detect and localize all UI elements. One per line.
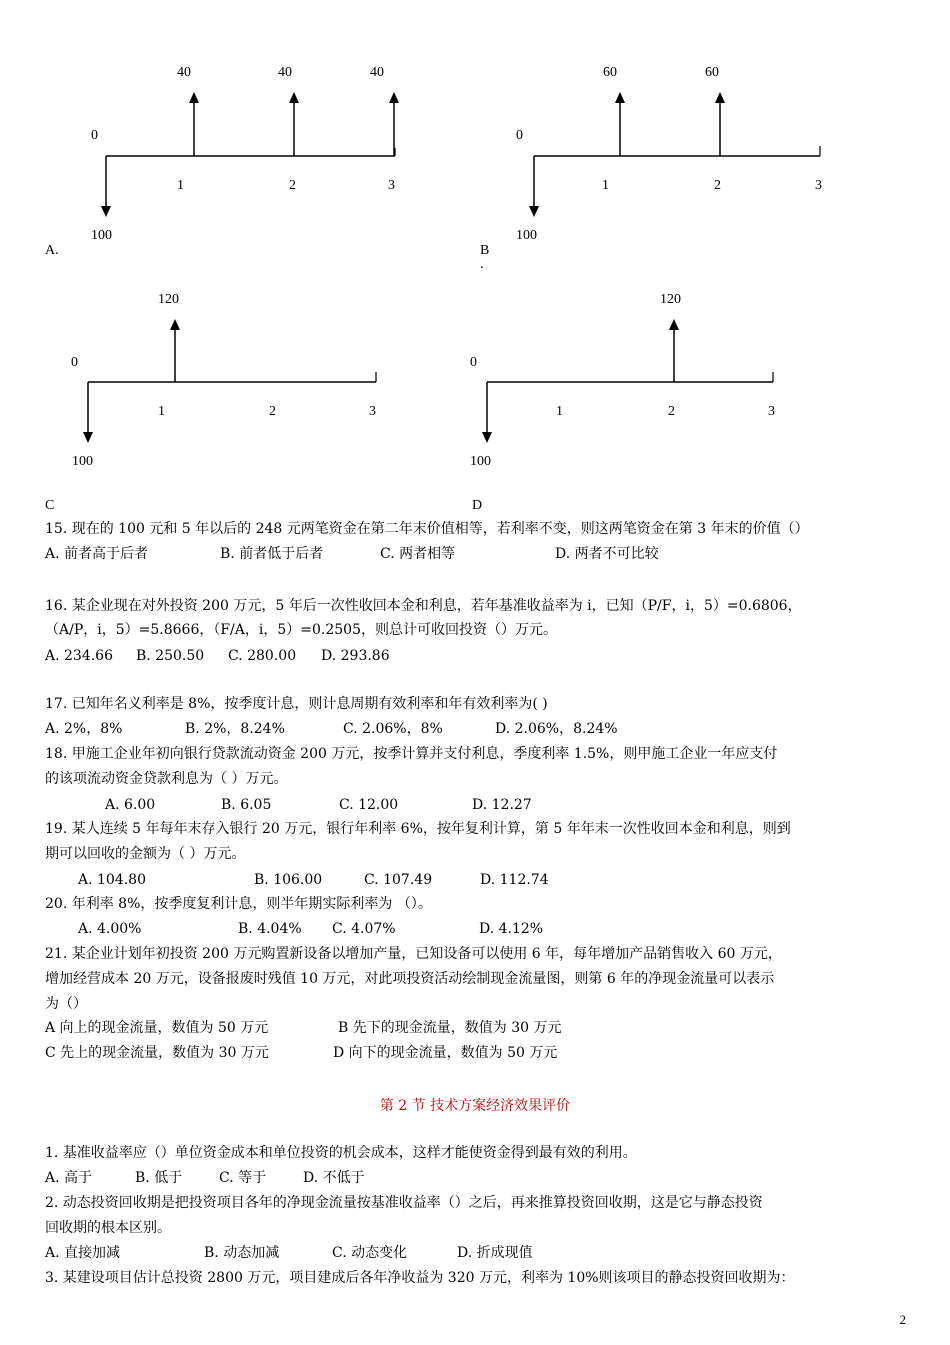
s2-q1-options <box>45 1170 365 1187</box>
s2-q3-stem: 3. 某建设项目估计总投资 2800 万元，项目建成后各年净收益为 320 万元，利率为 10%则该项目的静态投资回收期为： <box>45 1270 795 1286</box>
q20-option-c: C. 4.07% <box>332 921 396 937</box>
q20-option-a: A. 4.00% <box>78 921 142 937</box>
q18-stem-line2: 的该项流动资金贷款利息为（ ）万元。 <box>45 771 288 787</box>
s2-q1-option-d: D. 不低于 <box>303 1170 365 1186</box>
outflow-value: 100 <box>72 454 93 469</box>
section-title: 第 2 节 技术方案经济效果评价 <box>379 1098 571 1114</box>
inflow-value-1: 60 <box>603 65 617 80</box>
s2-q2-option-a: A. 直接加减 <box>45 1245 121 1261</box>
s2-q2-option-c: C. 动态变化 <box>332 1245 408 1261</box>
q21-option-b: B 先下的现金流量，数值为 30 万元 <box>338 1020 562 1036</box>
tick-label-1: 1 <box>602 178 609 193</box>
tick-label-2: 2 <box>714 178 721 193</box>
q17-stem: 17. 已知年名义利率是 8%，按季度计息，则计息周期有效利率和年有效利率为( ) <box>45 696 548 712</box>
inflow-value-1: 120 <box>158 292 179 307</box>
tick-label-1: 1 <box>158 404 165 419</box>
q17-option-d: D. 2.06%，8.24% <box>495 721 618 737</box>
q19-stem-line2: 期可以回收的金额为（ ）万元。 <box>45 846 246 862</box>
tick-label-3: 3 <box>369 404 376 419</box>
q18-option-d: D. 12.27 <box>472 797 532 813</box>
q19-option-c: C. 107.49 <box>364 872 433 888</box>
tick-label-2: 2 <box>269 404 276 419</box>
q21-options-row1 <box>45 1020 561 1037</box>
q19-option-d: D. 112.74 <box>480 872 549 888</box>
s2-q2-options <box>45 1245 533 1262</box>
inflow-value-3: 40 <box>370 65 384 80</box>
outflow-value: 100 <box>470 454 491 469</box>
q21-option-d: D 向下的现金流量，数值为 50 万元 <box>333 1045 558 1061</box>
zero-label: 0 <box>91 128 98 143</box>
outflow-arrowhead-0 <box>482 432 492 443</box>
q19-option-b: B. 106.00 <box>254 872 323 888</box>
q15-option-b: B. 前者低于后者 <box>220 546 324 562</box>
tick-label-2: 2 <box>668 404 675 419</box>
q16-options <box>45 648 390 665</box>
q16-option-a: A. 234.66 <box>45 648 113 664</box>
inflow-value-2: 120 <box>660 292 681 307</box>
q16-stem-line2: （A/P，i，5）=5.8666，（F/A，i，5）=0.2505，则总计可收回投资（）万元。 <box>45 622 557 638</box>
q18-option-a: A. 6.00 <box>105 797 156 813</box>
s2-q2-option-b: B. 动态加减 <box>204 1245 280 1261</box>
q17-option-c: C. 2.06%，8% <box>343 721 443 737</box>
diagram-caption: A. <box>45 243 59 258</box>
tick-label-3: 3 <box>815 178 822 193</box>
page-number: 2 <box>899 1312 906 1327</box>
tick-label-3: 3 <box>388 178 395 193</box>
diagram-caption: B . <box>480 243 490 272</box>
q16-option-d: D. 293.86 <box>321 648 390 664</box>
s2-q1-option-c: C. 等于 <box>219 1170 267 1186</box>
q19-option-a: A. 104.80 <box>78 872 146 888</box>
s2-q2-option-d: D. 折成现值 <box>457 1245 533 1261</box>
q15-options <box>45 546 659 563</box>
inflow-value-2: 40 <box>278 65 292 80</box>
tick-label-1: 1 <box>177 178 184 193</box>
q15-option-a: A. 前者高于后者 <box>45 546 149 562</box>
q16-option-c: C. 280.00 <box>228 648 297 664</box>
q19-stem-line1: 19. 某人连续 5 年每年末存入银行 20 万元，银行年利率 6%，按年复利计算，第 5 年年末一次性收回本金和利息，则到 <box>45 821 791 837</box>
q21-options-row2 <box>45 1045 557 1062</box>
s2-q1-option-b: B. 低于 <box>135 1170 183 1186</box>
q17-option-a: A. 2%，8% <box>45 721 123 737</box>
inflow-value-1: 40 <box>177 65 191 80</box>
q16-option-b: B. 250.50 <box>136 648 205 664</box>
tick-label-2: 2 <box>289 178 296 193</box>
s2-q1-option-a: A. 高于 <box>45 1170 93 1186</box>
q18-options <box>105 797 532 814</box>
s2-q1-stem: 1. 基准收益率应（）单位资金成本和单位投资的机会成本，这样才能使资金得到最有效的利用。 <box>45 1145 637 1161</box>
q17-option-b: B. 2%，8.24% <box>185 721 285 737</box>
diagram-d-svg <box>0 0 950 500</box>
diagram-caption: D <box>472 498 483 513</box>
tick-label-3: 3 <box>768 404 775 419</box>
inflow-arrowhead-2 <box>669 319 679 330</box>
q19-options <box>78 872 549 889</box>
q15-option-c: C. 两者相等 <box>380 546 456 562</box>
q20-option-d: D. 4.12% <box>479 921 544 937</box>
q18-option-c: C. 12.00 <box>339 797 399 813</box>
q20-options <box>78 921 543 938</box>
q20-stem: 20. 年利率 8%，按季度复利计息，则半年期实际利率为 （）。 <box>45 896 432 912</box>
zero-label: 0 <box>470 355 477 370</box>
inflow-value-2: 60 <box>705 65 719 80</box>
q21-stem-line3: 为（） <box>45 996 87 1012</box>
outflow-value: 100 <box>91 228 112 243</box>
q16-stem-line1: 16. 某企业现在对外投资 200 万元，5 年后一次性收回本金和利息，若年基准收益率为 i，已知（P/F，i，5）=0.6806， <box>45 598 802 614</box>
q18-option-b: B. 6.05 <box>221 797 272 813</box>
diagram-caption: C <box>45 498 55 513</box>
zero-label: 0 <box>516 128 523 143</box>
zero-label: 0 <box>71 355 78 370</box>
q15-option-d: D. 两者不可比较 <box>555 546 659 562</box>
q21-stem-line1: 21. 某企业计划年初投资 200 万元购置新设备以增加产量，已知设备可以使用 6 年，每年增加产品销售收入 60 万元， <box>45 946 782 962</box>
q21-option-c: C 先上的现金流量，数值为 30 万元 <box>45 1045 269 1061</box>
outflow-value: 100 <box>516 228 537 243</box>
s2-q2-stem-line1: 2. 动态投资回收期是把投资项目各年的净现金流量按基准收益率（）之后，再来推算投资回收期，这是它与静态投资 <box>45 1195 763 1211</box>
tick-label-1: 1 <box>556 404 563 419</box>
q21-stem-line2: 增加经营成本 20 万元，设备报废时残值 10 万元，对此项投资活动绘制现金流量图，则第 6 年的净现金流量可以表示 <box>45 971 775 987</box>
q21-option-a: A 向上的现金流量，数值为 50 万元 <box>45 1020 269 1036</box>
q15-stem: 15. 现在的 100 元和 5 年以后的 248 元两笔资金在第二年末价值相等，若利率不变，则这两笔资金在第 3 年末的价值（） <box>45 521 809 537</box>
q20-option-b: B. 4.04% <box>238 921 302 937</box>
q18-stem-line1: 18. 甲施工企业年初向银行贷款流动资金 200 万元，按季计算并支付利息，季度利率 1.5%，则甲施工企业一年应支付 <box>45 746 778 762</box>
s2-q2-stem-line2: 回收期的根本区别。 <box>45 1220 171 1236</box>
q17-options <box>45 721 618 738</box>
